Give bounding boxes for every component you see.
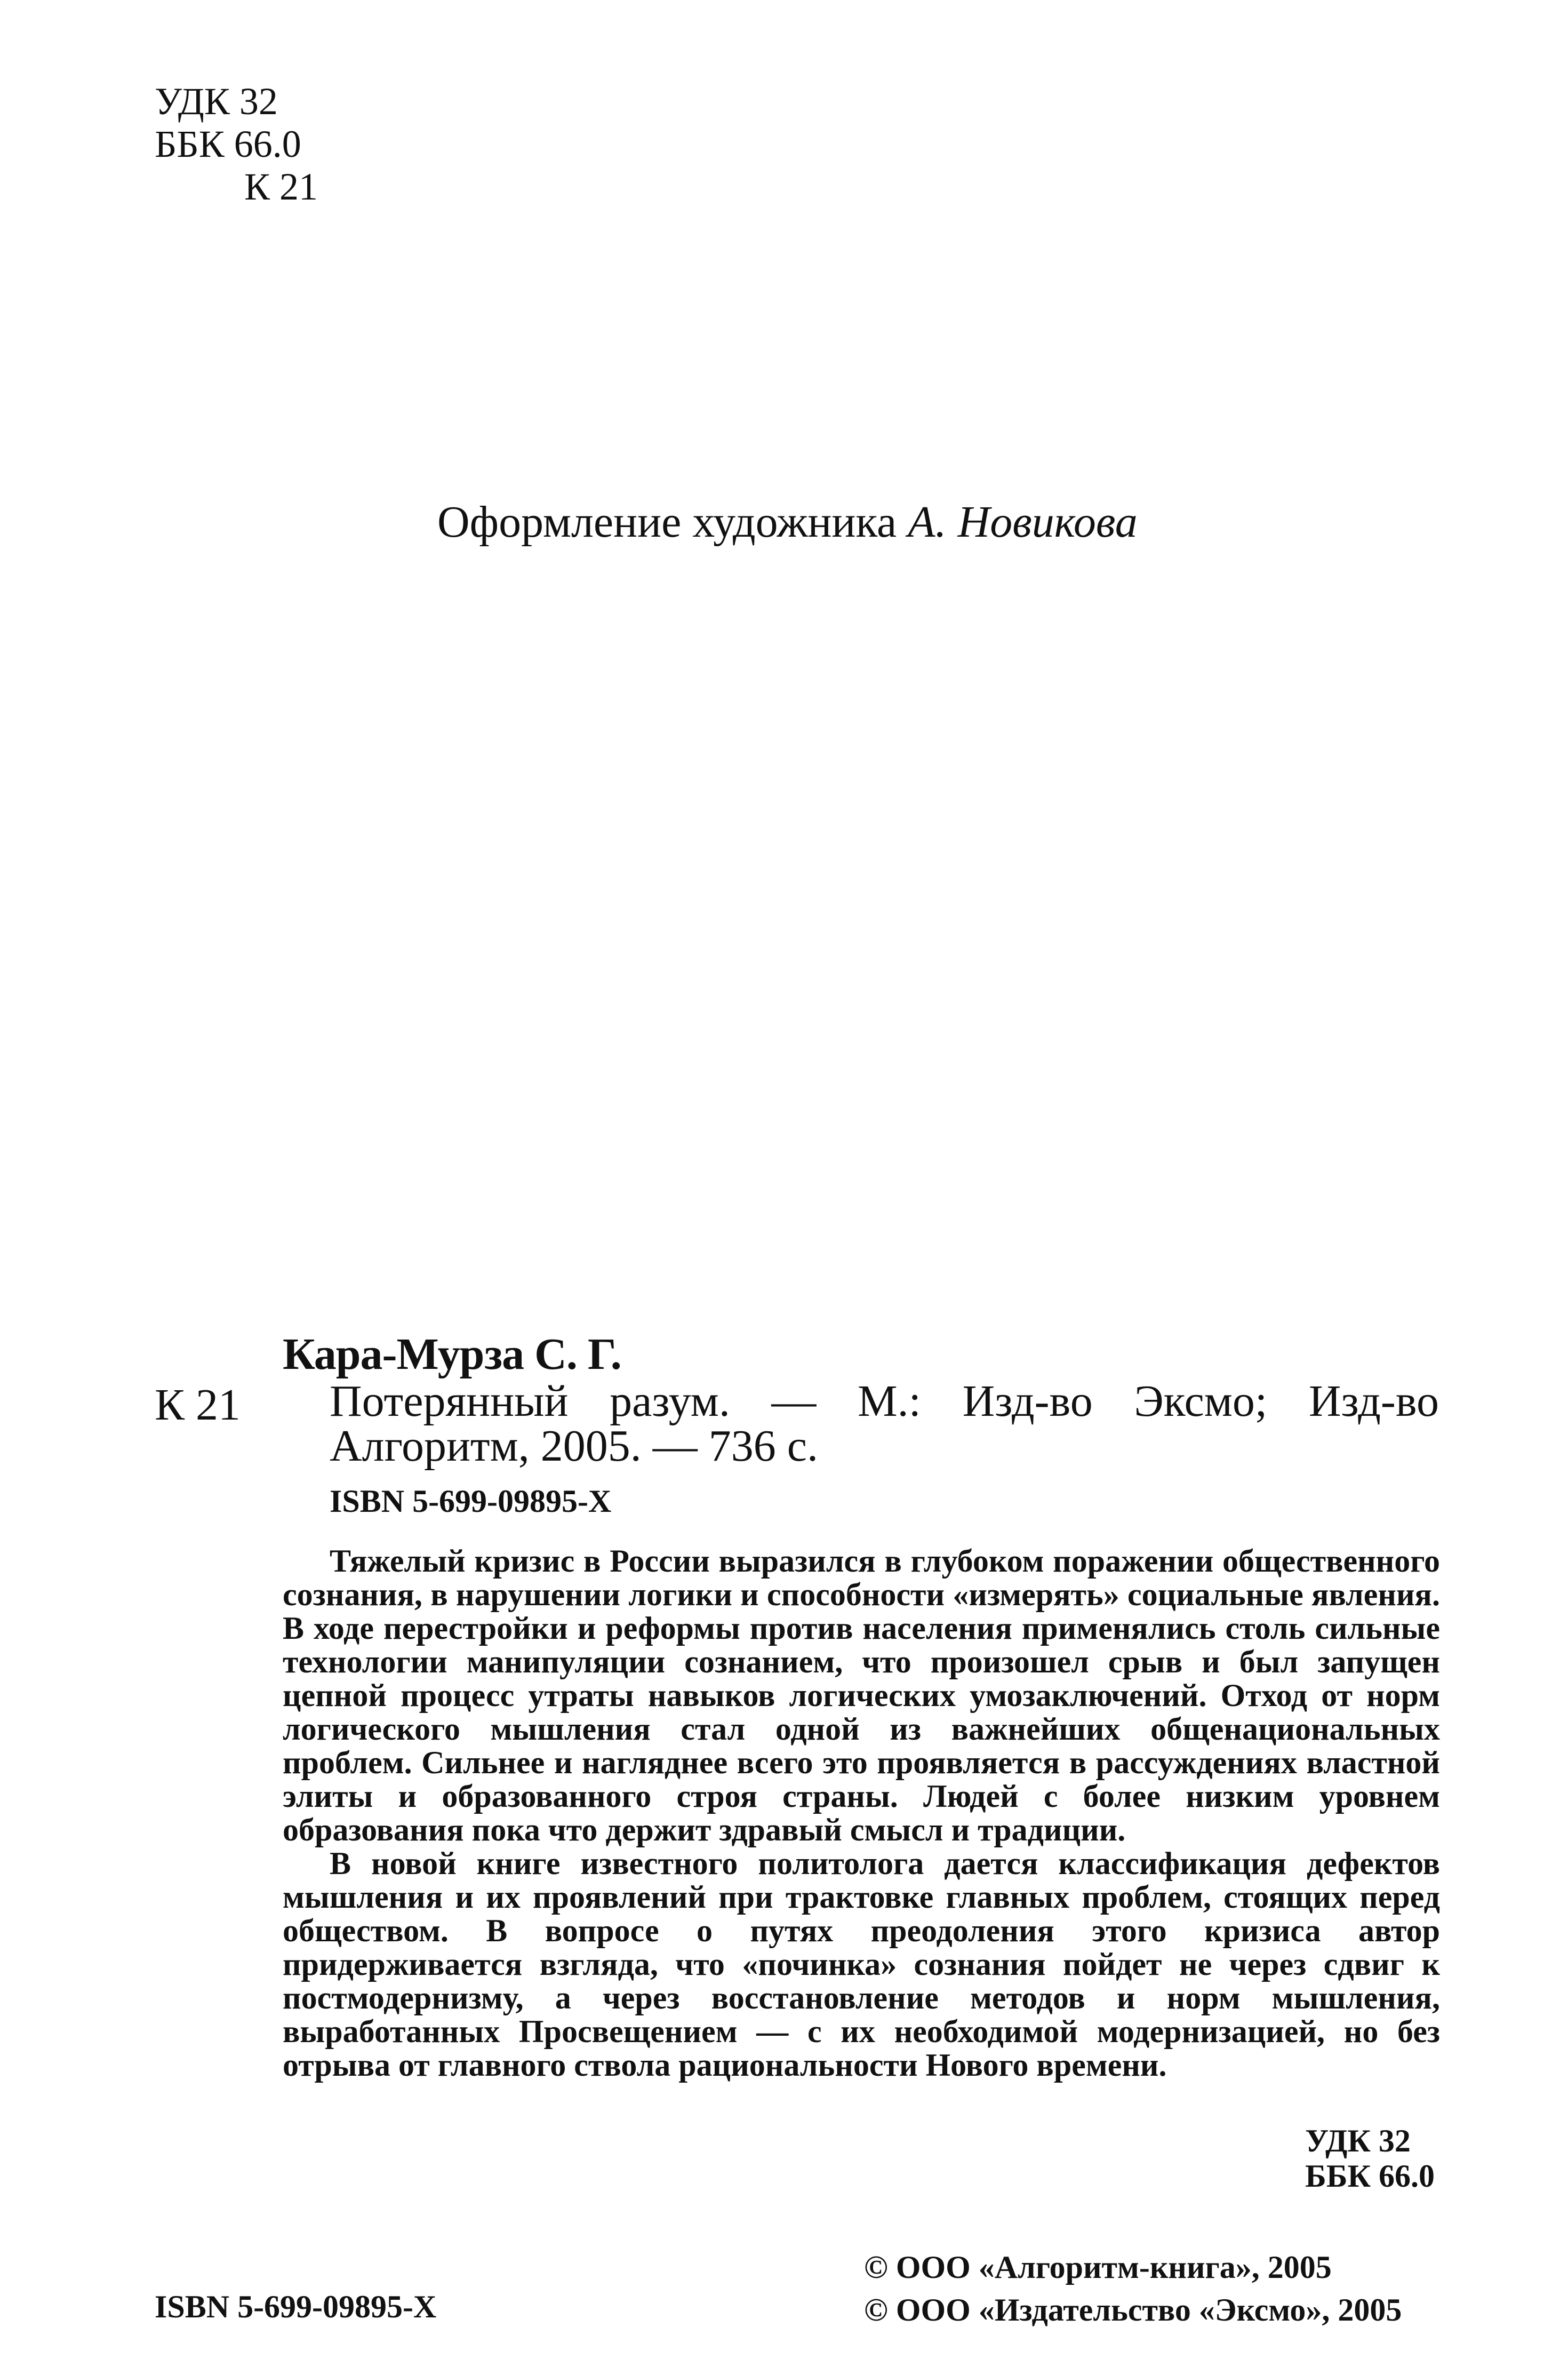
udk-code: УДК 32: [155, 80, 278, 123]
bbk-code-bottom: ББК 66.0: [1305, 2158, 1435, 2194]
author-mark: К 21: [244, 165, 318, 208]
entry-author-mark: К 21: [155, 1380, 241, 1430]
copyright-block: [864, 2246, 1402, 2331]
bibliographic-description: Потерянный разум. — М.: Изд-во Эксмо; Изд-во Алгоритм, 2005. — 736 с.: [330, 1376, 1439, 1471]
copyright-line: © ООО «Алгоритм-книга», 2005: [864, 2250, 1332, 2285]
design-credit-prefix: Оформление художника: [437, 497, 897, 547]
annotation-paragraph: В новой книге известного политолога дается классификация дефектов мышления и их проявлений при трактовке главных проблем, стоящих перед обществом. В вопросе о путях преодоления этого кризиса автор придерживается взгляда, что «починка» сознания пойдет не через сдвиг к постмодернизму, а через восстановление методов и норм мышления, выработанных Просвещением — с их необходимой модернизацией, но без отрыва от главного ствола рациональности Нового времени.: [283, 1846, 1440, 2083]
classification-top: [155, 80, 318, 208]
artist-name: А. Новикова: [908, 497, 1138, 547]
udk-code-bottom: УДК 32: [1305, 2123, 1411, 2158]
isbn-footer: ISBN 5-699-09895-X: [155, 2289, 437, 2324]
bbk-code: ББК 66.0: [155, 123, 301, 165]
design-credit: [437, 496, 1138, 548]
classification-bottom: [1305, 2123, 1435, 2194]
annotation: [283, 1544, 1440, 2082]
copyright-line: © ООО «Издательство «Эксмо», 2005: [864, 2292, 1402, 2328]
annotation-paragraph: Тяжелый кризис в России выразился в глубоком поражении общественного сознания, в нарушении логики и способности «измерять» социальные явления. В ходе перестройки и реформы против населения применялись столь сильные технологии манипуляции сознанием, что произошел срыв и был запущен цепной процесс утраты навыков логических умозаключений. Отход от норм логического мышления стал одной из важнейших общенациональных проблем. Сильнее и нагляднее всего это проявляется в рассуждениях властной элиты и образованного строя страны. Людей с более низким уровнем образования пока что держит здравый смысл и традиции.: [283, 1543, 1440, 1847]
isbn-main: ISBN 5-699-09895-X: [330, 1484, 612, 1519]
author-name: Кара-Мурза С. Г.: [283, 1329, 621, 1379]
